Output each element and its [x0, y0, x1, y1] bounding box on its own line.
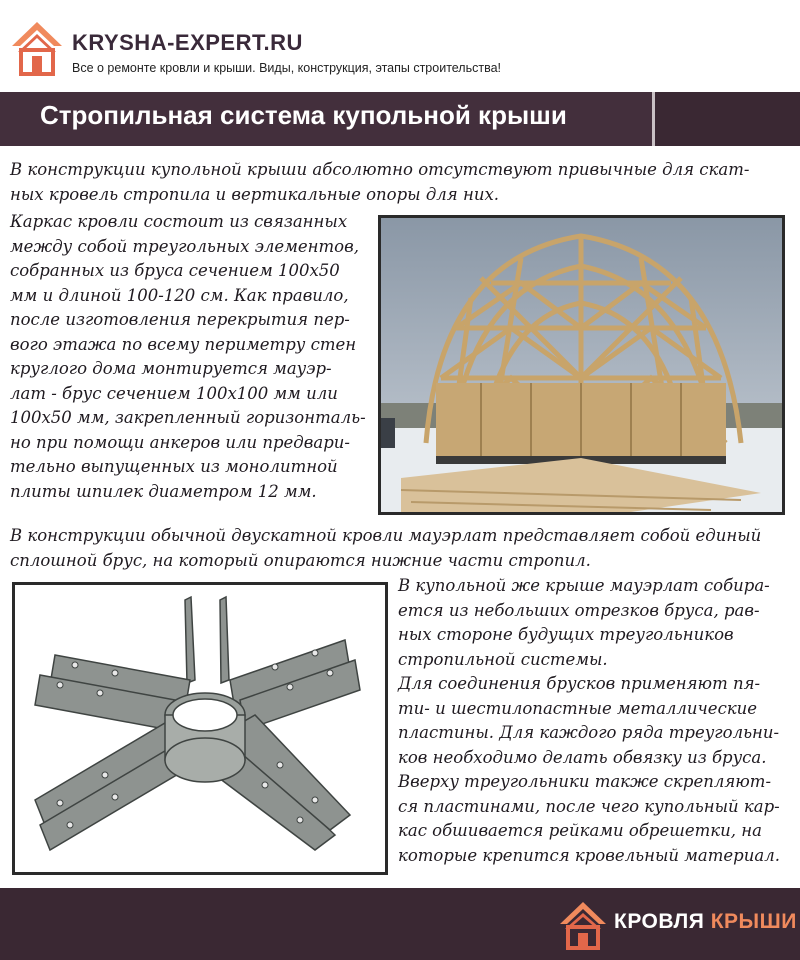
text-line: ных кровель стропила и вертикальные опоры для них. [10, 184, 500, 204]
text-line: В конструкции обычной двускатной кровли мауэрлат представляет собой единый [10, 526, 762, 545]
text-line: ных стороне будущих треугольников [398, 625, 734, 644]
dome-frame-photo [378, 215, 785, 515]
footer-brand-part2: КРЫШИ [710, 910, 797, 933]
text-line: круглого дома монтируется мауэр- [10, 359, 332, 378]
metal-connector-diagram [12, 582, 388, 875]
text-line: собранных из бруса сечением 100х50 [10, 261, 340, 280]
footer-brand[interactable] [614, 910, 797, 934]
text-line: мм и длиной 100-120 см. Как правило, [10, 285, 349, 305]
text-line: плиты шпилек диаметром 12 мм. [10, 481, 317, 501]
text-line: пластины. Для каждого ряда треугольни- [398, 723, 780, 742]
text-line: кас обшивается рейками обрешетки, на [398, 821, 762, 840]
text-line: но при помощи анкеров или предвари- [10, 432, 350, 452]
text-line: Каркас кровли состоит из связанных [10, 212, 348, 231]
text-line: Вверху треугольники также скрепляют- [398, 772, 772, 791]
text-line: В конструкции купольной крыши абсолютно отсутствуют привычные для скат- [10, 160, 750, 179]
paragraph-intro [10, 158, 749, 207]
text-line: ется из небольших отрезков бруса, рав- [398, 600, 760, 620]
paragraph-frame [10, 210, 366, 504]
text-line: В купольной же крыше мауэрлат собира- [398, 576, 770, 595]
paragraph-dome-mauerlat [398, 574, 780, 868]
text-line: Для соединения брусков применяют пя- [398, 674, 761, 693]
text-line: которые крепится кровельный материал. [398, 845, 780, 865]
text-line: 100х50 мм, закрепленный горизонталь- [10, 408, 366, 427]
text-line: между собой треугольных элементов, [10, 236, 359, 256]
text-line: стропильной системы. [398, 649, 608, 669]
text-line: сплошной брус, на который опираются нижние части стропил. [10, 550, 591, 570]
page-title: Стропильная система купольной крыши [40, 100, 567, 130]
site-title[interactable]: KRYSHA-EXPERT.RU [72, 30, 303, 55]
paragraph-gable [10, 524, 761, 573]
site-header [0, 0, 800, 88]
text-line: ти- и шестилопастные металлические [398, 698, 758, 718]
text-line: ков необходимо делать обвязку из бруса. [398, 747, 767, 767]
footer-brand-part1: КРОВЛЯ [614, 910, 705, 933]
house-roof-logo-icon [560, 900, 606, 950]
text-line: вого этажа по всему периметру стен [10, 334, 357, 354]
text-line: лат - брус сечением 100х100 мм или [10, 383, 338, 403]
text-line: ся пластинами, после чего купольный кар- [398, 796, 780, 816]
house-roof-logo-icon [12, 20, 62, 76]
text-line: тельно выпущенных из монолитной [10, 457, 338, 476]
text-line: после изготовления перекрытия пер- [10, 310, 350, 329]
site-subtitle: Все о ремонте кровли и крыши. Виды, конструкция, этапы строительства! [72, 61, 502, 75]
